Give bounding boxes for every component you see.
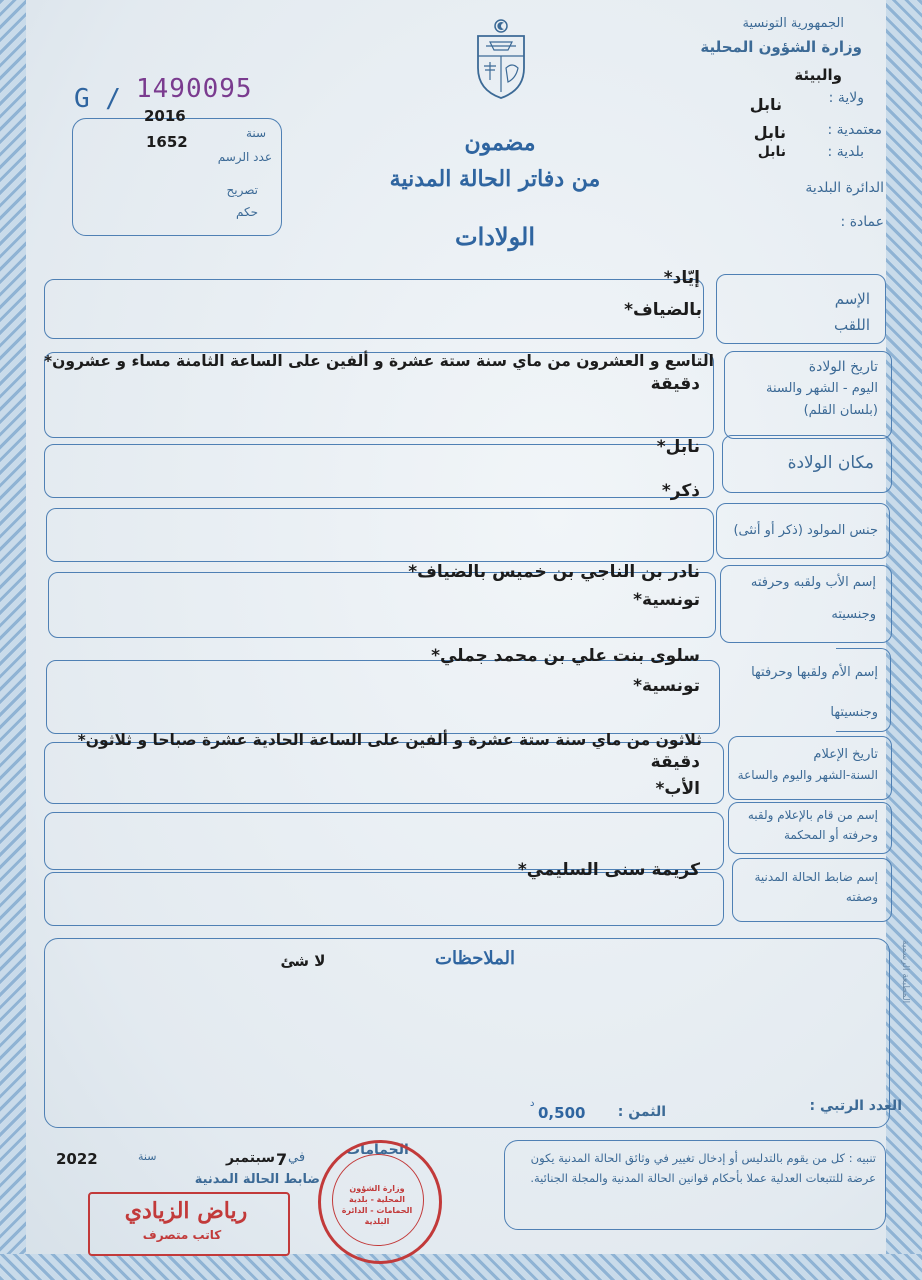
footer-year-label: سنة (138, 1150, 157, 1163)
sex-label: جنس المولود (ذكر أو أنثى) (733, 523, 878, 538)
declarant-label-1: إسم من قام بالإعلام ولقبه (747, 808, 878, 822)
officer-value: كريمة سنى السليمي* (517, 860, 700, 880)
stamp-name: رياض الزيادي (124, 1198, 248, 1224)
name-label: الإسم (834, 290, 870, 308)
left-decorative-border (0, 0, 26, 1280)
place-name: الحمامات (346, 1142, 409, 1158)
bottom-decorative-border (0, 1254, 922, 1280)
sex-value-box (46, 508, 714, 562)
officer-title: ضابط الحالة المدنية (194, 1172, 320, 1187)
birth-date-label-2: اليوم - الشهر والسنة (765, 381, 878, 396)
act-year-value: 2016 (144, 107, 186, 125)
officer-label-1: إسم ضابط الحالة المدنية (754, 870, 878, 884)
price-label: الثمن : (617, 1104, 666, 1120)
surname-value: بالضياف* (624, 300, 702, 320)
act-year-label: سنة (246, 126, 267, 140)
mother-value-box (46, 660, 720, 734)
title-births: الولادات (454, 222, 535, 251)
declaration-date-value-line1: ثلاثون من ماي سنة ستة عشرة و ألفين على الساعة الحادية عشرة صباحا و ثلاثون* (77, 731, 702, 749)
ministry-extra-handwritten: والبيئة (794, 66, 842, 84)
baladia-label: بلدية : (827, 144, 864, 160)
margin-printer-mark: المطبعة الرسمية (900, 940, 910, 1004)
birth-place-value: نابل* (656, 437, 700, 457)
act-number-value: 1652 (146, 133, 188, 151)
serial-label: العدد الرتبي : (809, 1098, 902, 1114)
price-value: 0,500 (538, 1104, 586, 1122)
mother-value-line2: تونسية* (633, 676, 700, 696)
act-number-label: عدد الرسم (217, 150, 272, 164)
date-fi: في (288, 1150, 306, 1165)
declarant-value: الأب* (655, 779, 700, 799)
birth-place-label: مكان الولادة (787, 453, 874, 473)
mother-label-1: إسم الأم ولقبها وحرفتها (751, 665, 878, 680)
date-day: 7 (276, 1150, 288, 1169)
surname-label: اللقب (833, 316, 870, 334)
father-label-1: إسم الأب ولقبه وحرفته (750, 575, 876, 590)
footer-year-value: 2022 (56, 1150, 98, 1168)
declaration-date-label-2: السنة-الشهر واليوم والساعة (737, 768, 878, 782)
father-label-2: وجنسيته (831, 607, 876, 622)
declaration-date-label-1: تاريخ الإعلام (813, 747, 878, 762)
serial-prefix: G / (74, 84, 121, 114)
father-value-line2: تونسية* (633, 590, 700, 610)
legal-notice: تنبيه : كل من يقوم بالتدليس أو إدخال تغيير في وثائق الحالة المدنية يكون عرضة للتتبعات العدلية عملا بأحكام قوانين الحالة المدنية والمجلة الجنائية. (530, 1151, 876, 1185)
municipal-district-label: الدائرة البلدية (805, 180, 884, 196)
motamadia-label: معتمدية : (827, 122, 882, 138)
birth-date-label-3: (بلسان القلم) (803, 403, 878, 418)
ministry-name: وزارة الشؤون المحلية (700, 38, 862, 56)
motamadia-value: نابل (753, 123, 786, 142)
officer-label-2: وصفته (845, 890, 878, 904)
seal-text: وزارة الشؤون المحلية - بلدية الحمامات - الدائرة البلدية (341, 1184, 413, 1226)
declarant-label-2: وحرفته أو المحكمة (783, 828, 878, 842)
father-value-line1: نادر بن الناجي بن خميس بالضياف* (408, 562, 700, 582)
officer-value-box (44, 872, 724, 926)
republic-name: الجمهورية التونسية (742, 16, 844, 31)
price-unit: د (530, 1098, 535, 1109)
judgment-label: حكم (235, 205, 258, 219)
baladia-value: نابل (757, 144, 786, 160)
omada-label: عمادة : (840, 214, 884, 230)
wilaya-value: نابل (749, 95, 782, 114)
birth-date-value-line2: دقيقة (650, 374, 700, 394)
serial-number: 1490095 (136, 74, 253, 104)
sex-value: ذكر* (661, 481, 700, 501)
title-civil-registry: من دفاتر الحالة المدنية (389, 166, 601, 192)
date-month: سبتمبر (226, 1150, 276, 1166)
declaration-label: تصريح (226, 183, 258, 197)
title-extract: مضمون (464, 130, 536, 156)
mother-value-line1: سلوى بنت علي بن محمد جملي* (431, 646, 700, 666)
declaration-date-value-line2: دقيقة (650, 752, 700, 772)
birth-date-value-line1: التاسع و العشرون من ماي سنة ستة عشرة و ألفين على الساعة الثامنة مساء و عشرون* (44, 352, 714, 370)
wilaya-label: ولاية : (828, 90, 864, 106)
tunisia-coat-of-arms-icon (470, 18, 532, 100)
stamp-subtitle: كاتب متصرف (142, 1228, 222, 1242)
remarks-label: الملاحظات (435, 948, 515, 969)
mother-label-2: وجنسيتها (830, 705, 878, 720)
birth-date-label-1: تاريخ الولادة (808, 359, 878, 375)
remarks-value: لا شئ (280, 952, 326, 970)
name-value: إيّاد* (663, 268, 700, 288)
